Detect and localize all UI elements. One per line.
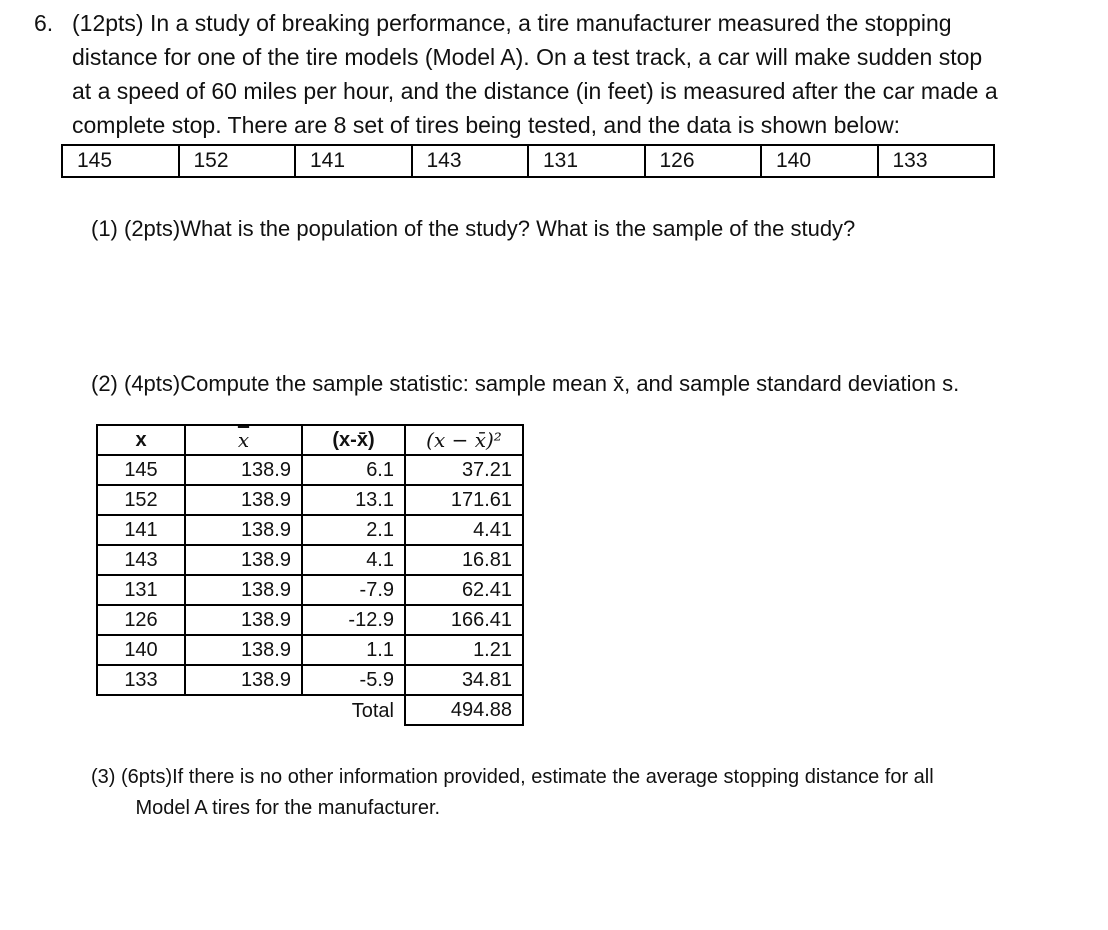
total-value: 494.88 [405, 695, 523, 725]
intro-line: distance for one of the tire models (Model A). On a test track, a car will make sudden stop [72, 44, 983, 70]
statistics-row [97, 635, 523, 665]
cell-x: 143 [97, 545, 185, 575]
data-cell: 152 [179, 145, 296, 177]
statistics-row [97, 665, 523, 695]
statistics-row [97, 575, 523, 605]
cell-xbar: 138.9 [185, 515, 302, 545]
data-cell: 133 [878, 145, 995, 177]
statistics-row [97, 455, 523, 485]
statistics-row [97, 545, 523, 575]
cell-xbar: 138.9 [185, 605, 302, 635]
cell-squared-deviation: 4.41 [405, 515, 523, 545]
empty-cell [97, 695, 185, 725]
part-2-question: (2) (4pts)Compute the sample statistic: sample mean x̄, and sample standard deviation s. [91, 371, 960, 396]
cell-deviation: -12.9 [302, 605, 405, 635]
cell-x: 126 [97, 605, 185, 635]
statistics-row [97, 485, 523, 515]
question-number: 6. [34, 10, 54, 36]
cell-deviation: 4.1 [302, 545, 405, 575]
header-squared-deviation: (x − x̄)² [405, 425, 523, 455]
data-cell: 143 [412, 145, 529, 177]
cell-squared-deviation: 62.41 [405, 575, 523, 605]
empty-cell [185, 695, 302, 725]
part-3-line: Model A tires for the manufacturer. [91, 797, 441, 819]
data-cell: 141 [295, 145, 412, 177]
cell-deviation: -7.9 [302, 575, 405, 605]
cell-x: 152 [97, 485, 185, 515]
cell-squared-deviation: 166.41 [405, 605, 523, 635]
cell-xbar: 138.9 [185, 485, 302, 515]
header-xbar: $\overline{x}$ [185, 425, 302, 455]
statistics-body [97, 455, 523, 695]
cell-x: 133 [97, 665, 185, 695]
cell-x: 140 [97, 635, 185, 665]
data-cell: 131 [528, 145, 645, 177]
statistics-row [97, 515, 523, 545]
cell-xbar: 138.9 [185, 665, 302, 695]
cell-x: 141 [97, 515, 185, 545]
cell-xbar: 138.9 [185, 635, 302, 665]
cell-xbar: 138.9 [185, 545, 302, 575]
data-cell: 126 [645, 145, 762, 177]
intro-line: complete stop. There are 8 set of tires being tested, and the data is shown below: [72, 112, 901, 138]
cell-squared-deviation: 1.21 [405, 635, 523, 665]
cell-xbar: 138.9 [185, 575, 302, 605]
statistics-row [97, 605, 523, 635]
cell-squared-deviation: 16.81 [405, 545, 523, 575]
cell-squared-deviation: 34.81 [405, 665, 523, 695]
cell-x: 131 [97, 575, 185, 605]
cell-deviation: -5.9 [302, 665, 405, 695]
part-1-question: (1) (2pts)What is the population of the study? What is the sample of the study? [91, 216, 856, 241]
cell-deviation: 1.1 [302, 635, 405, 665]
question-intro [72, 6, 998, 142]
cell-squared-deviation: 37.21 [405, 455, 523, 485]
data-table [61, 144, 995, 178]
statistics-header-row [97, 425, 523, 455]
part-3-question [91, 762, 934, 824]
total-label: Total [351, 699, 394, 722]
data-cell: 140 [761, 145, 878, 177]
cell-deviation: 13.1 [302, 485, 405, 515]
cell-squared-deviation: 171.61 [405, 485, 523, 515]
header-x: x [97, 425, 185, 455]
part-3-line: (3) (6pts)If there is no other information provided, estimate the average stopping distance for all [91, 766, 934, 788]
statistics-table [96, 424, 524, 726]
cell-deviation: 2.1 [302, 515, 405, 545]
intro-line: (12pts) In a study of breaking performance, a tire manufacturer measured the stopping [72, 10, 952, 36]
intro-line: at a speed of 60 miles per hour, and the distance (in feet) is measured after the car made a [72, 78, 998, 104]
cell-xbar: 138.9 [185, 455, 302, 485]
data-row [62, 145, 994, 177]
cell-deviation: 6.1 [302, 455, 405, 485]
header-deviation: (x-x̄) [302, 425, 405, 455]
cell-x: 145 [97, 455, 185, 485]
data-cell: 145 [62, 145, 179, 177]
statistics-total-row [97, 695, 523, 725]
